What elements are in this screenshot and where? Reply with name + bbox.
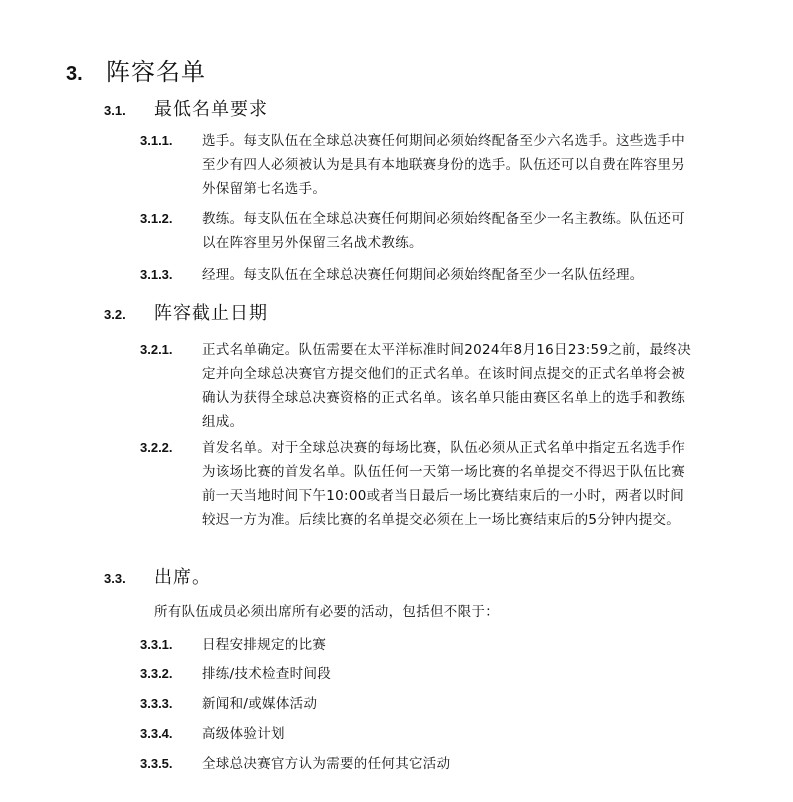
item-number: 3.1.1. xyxy=(140,133,173,148)
item-number: 3.2.2. xyxy=(140,440,173,455)
item-text: 全球总决赛官方认为需要的任何其它活动 xyxy=(202,756,451,772)
subsection-number: 3.1. xyxy=(104,103,126,118)
item-text: 正式名单确定。队伍需要在太平洋标准时间2024年8月16日23:59之前，最终决定并向全球总决赛官方提交他们的正式名单。在该时间点提交的正式名单将会被确认为获得全球总决赛资格的正式名单。该名单只能由赛区名单上的选手和教练组成。 xyxy=(202,342,692,430)
list-item-3-3-4 xyxy=(140,722,700,746)
subsection-title: 阵容截止日期 xyxy=(154,303,268,324)
item-number: 3.3.4. xyxy=(140,726,173,741)
list-item-3-2-1 xyxy=(140,338,700,434)
subsection-heading-3-1 xyxy=(104,95,268,121)
section-number: 3. xyxy=(66,63,83,85)
item-number: 3.3.1. xyxy=(140,637,173,652)
list-item-3-2-2 xyxy=(140,436,700,532)
subsection-heading-3-3 xyxy=(104,563,211,589)
section-title: 阵容名单 xyxy=(106,58,206,86)
subsection-title: 最低名单要求 xyxy=(154,99,268,120)
item-text: 新闻和/或媒体活动 xyxy=(202,696,318,712)
item-text: 排练/技术检查时间段 xyxy=(202,666,332,682)
subsection-heading-3-2 xyxy=(104,299,268,325)
item-number: 3.3.3. xyxy=(140,696,173,711)
item-text: 经理。每支队伍在全球总决赛任何期间必须始终配备至少一名队伍经理。 xyxy=(202,267,644,283)
item-text: 首发名单。对于全球总决赛的每场比赛，队伍必须从正式名单中指定五名选手作为该场比赛的首发名单。队伍任何一天第一场比赛的名单提交不得迟于队伍比赛前一天当地时间下午10:00或者当日最后一场比赛结束后的一小时，两者以时间较迟一方为准。后续比赛的名单提交必须在上一场比赛结束后的5分钟内提交。 xyxy=(202,440,685,528)
list-item-3-1-1 xyxy=(140,129,700,201)
section-heading xyxy=(66,52,206,87)
list-item-3-3-5 xyxy=(140,752,700,776)
subsection-title: 出席。 xyxy=(154,567,211,588)
item-number: 3.1.3. xyxy=(140,267,173,282)
list-item-3-3-1 xyxy=(140,633,700,657)
item-text: 日程安排规定的比赛 xyxy=(202,637,327,653)
item-text: 选手。每支队伍在全球总决赛任何期间必须始终配备至少六名选手。这些选手中至少有四人必须被认为是具有本地联赛身份的选手。队伍还可以自费在阵容里另外保留第七名选手。 xyxy=(202,133,685,197)
subsection-number: 3.2. xyxy=(104,307,126,322)
attendance-intro: 所有队伍成员必须出席所有必要的活动，包括但不限于： xyxy=(154,604,499,620)
list-item-3-1-2 xyxy=(140,207,700,255)
item-number: 3.1.2. xyxy=(140,211,173,226)
subsection-number: 3.3. xyxy=(104,571,126,586)
item-text: 高级体验计划 xyxy=(202,726,285,742)
list-item-3-1-3 xyxy=(140,263,700,287)
item-number: 3.2.1. xyxy=(140,342,173,357)
item-text: 教练。每支队伍在全球总决赛任何期间必须始终配备至少一名主教练。队伍还可以在阵容里另外保留三名战术教练。 xyxy=(202,211,685,251)
item-number: 3.3.5. xyxy=(140,756,173,771)
item-number: 3.3.2. xyxy=(140,666,173,681)
list-item-3-3-3 xyxy=(140,692,700,716)
list-item-3-3-2 xyxy=(140,662,700,686)
